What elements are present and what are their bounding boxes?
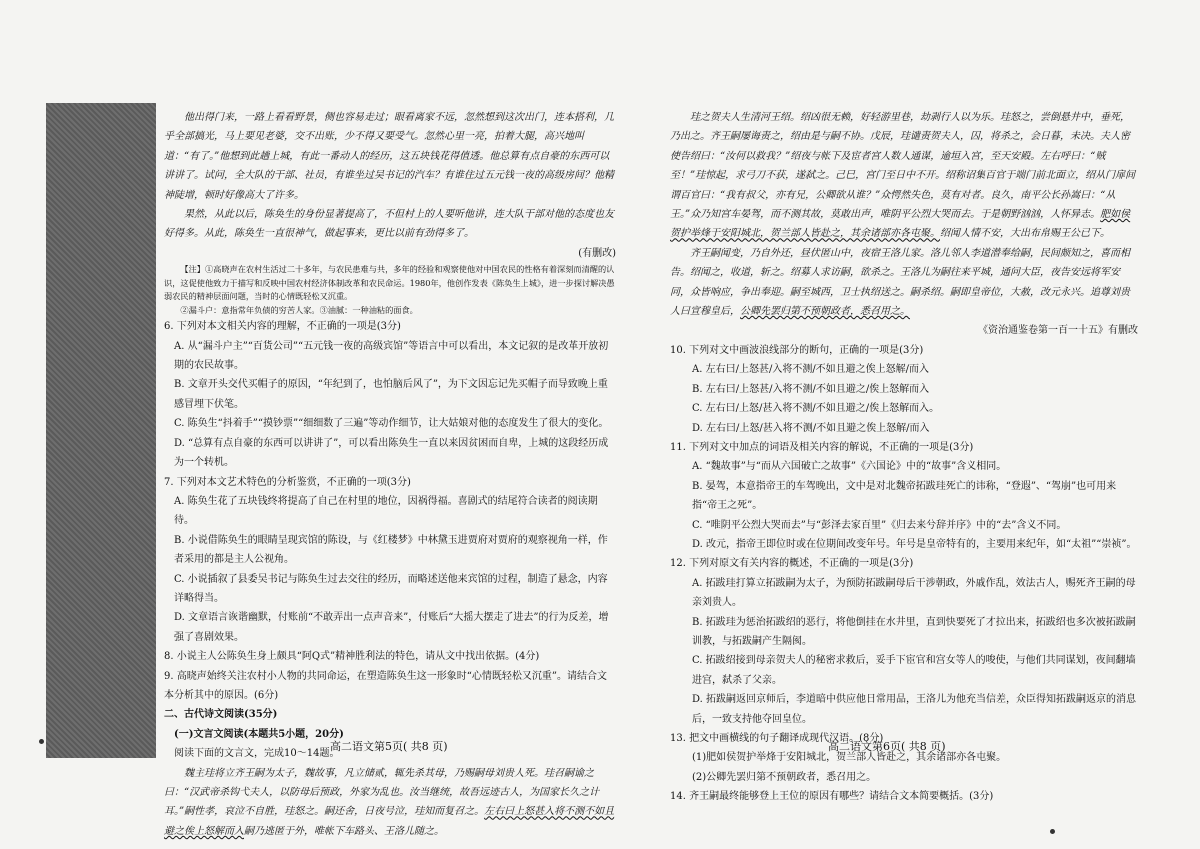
question-12-option-c: C. 拓跋绍接到母亲贺夫人的秘密求救后，妥手下宦官和宫女等人的唆使，与他们共同谋划，夜间翻墙进宫，弑杀了父亲。 — [692, 655, 1136, 686]
footnote-1: 【注】①高晓声在农村生活过二十多年，与农民患难与共，多年的经验和观察使他对中国农民的性格有着深刻而清醒的认识，这促使他致力于描写和反映中国农村经济体制改革和农民命运。1980年，他创作发表《陈奂生上城》，进一步探讨解决愚弱农民的精神层面问题，当时的心情既轻松又沉重。 — [164, 264, 615, 302]
question-12-option-a: A. 拓跋珪打算立拓跋嗣为太子，为预防拓跋嗣母后干涉朝政，外戚作乱，效法古人，赐死齐王嗣的母亲刘贵人。 — [692, 577, 1136, 609]
source-note: (有删改) — [578, 247, 616, 259]
question-7-option-b: B. 小说借陈奂生的眼睛呈现宾馆的陈设，与《红楼梦》中林黛玉进贾府对贾府的观察视角一样，作者采用的都是主人公视角。 — [174, 534, 608, 566]
question-9: 9. 高晓声始终关注农村小人物的共同命运，在塑造陈奂生这一形象时“心情既轻松又沉重”。请结合文本分析其中的原因。(6分) — [164, 670, 607, 701]
question-7-option-d: D. 文章语言诙谐幽默，付账前“不敢弄出一点声音来”，付账后“大摇大摆走了进去”的行为反差，增强了喜剧效果。 — [174, 612, 609, 643]
source-note: 《资治通鉴卷第一百一十五》有删改 — [978, 325, 1138, 337]
question-7-option-c: C. 小说插叙了县委吴书记与陈奂生过去交往的经历，而略述送他来宾馆的过程，制造了悬念，内容详略得当。 — [174, 573, 608, 604]
question-10-option-c: C. 左右曰/上怒/甚入将不测/不如且避之/俟上怒解而入。 — [692, 403, 940, 415]
page-footer-right: 高二语文第6页( 共8 页) — [828, 740, 946, 753]
question-10: 10. 下列对文中画波浪线部分的断句，正确的一项是(3分) — [670, 344, 924, 356]
question-12-option-b: B. 拓跋珪为惩治拓跋绍的恶行，将他倒挂在水井里，直到快要死了才拉出来，拓跋绍也多次被拓跋嗣训教，与拓跋嗣产生隔阂。 — [692, 616, 1136, 647]
question-6-option-d: D. “总算有点自豪的东西可以讲讲了”，可以看出陈奂生一直以来因贫困而自卑，上城的这段经历成为一个转机。 — [174, 437, 609, 469]
classical-text-1 — [164, 764, 616, 842]
question-11-option-c: C. “唯阴平公烈大哭而去”与“彭泽去家百里”《归去来兮辞并序》中的“去”含义不同。 — [692, 519, 1067, 531]
question-10-option-b: B. 左右曰/上怒甚/入将不测/不如且避之/俟上怒解而入 — [692, 383, 930, 395]
footnote-2: ②漏斗户：意指常年负债的穷苦人家。③油腻：一种油粘的面食。 — [180, 304, 418, 315]
right-page — [670, 108, 1138, 807]
classical-text-1-body: 魏主珪将立齐王嗣为太子，魏故事，凡立储贰，辄先杀其母，乃赐嗣母刘贵人死。珪召嗣谕之曰：“汉武帝杀钩弋夫人，以防母后预政，外家为乱也。汝当继统，故吾远迹古人，为国家长久之计耳。”嗣性孝，哀泣不自胜，珪怒之。嗣还舍，日夜号泣，珪知而复召之。 — [164, 767, 600, 818]
scan-speck — [39, 739, 44, 744]
reading-instruction: 阅读下面的文言文，完成10～14题。 — [174, 748, 340, 760]
classical-text-1-tail: 嗣乃逃匿于外，唯帐下车路头、王洛儿随之。 — [244, 825, 444, 837]
question-10-option-a: A. 左右曰/上怒甚/入将不测/不如且避之俟上怒解/而入 — [692, 364, 930, 376]
question-13-item-2: (2)公卿先罢归第不预朝政者，悉召用之。 — [692, 771, 877, 783]
question-13-item-1: (1)肥如侯贺护举烽于安阳城北，贺兰部人皆赴之，其余诸部亦各屯聚。 — [692, 752, 1007, 764]
classical-text-2 — [670, 108, 1138, 244]
subsection-heading: (一)文言文阅读(本题共5小题，20分) — [174, 728, 344, 740]
question-6-option-c: C. 陈奂生“抖着手”“摸钞票”“细细数了三遍”等动作细节，让大姑娘对他的态度发生了很大的变化。 — [174, 418, 609, 430]
story-paragraph-2: 果然，从此以后，陈奂生的身份显著提高了，不但村上的人要听他讲，连大队干部对他的态度也友好得多。从此，陈奂生一直很神气，做起事来，更比以前有劲得多了。 — [164, 209, 614, 240]
question-13: 13. 把文中画横线的句子翻译成现代汉语。(8分) — [670, 733, 884, 744]
page-footer-left: 高二语文第5页( 共8 页) — [330, 740, 448, 753]
question-8: 8. 小说主人公陈奂生身上颇具“阿Q式”精神胜利法的特色，请从文中找出依据。(4分) — [164, 651, 540, 663]
classical-text-2-tail: 绍闻人情不安，大出布帛赐王公已下。 — [940, 228, 1110, 240]
left-page — [164, 108, 616, 841]
question-11-option-d: D. 改元，指帝王即位时或在位期间改变年号。年号是皇帝特有的，主要用来纪年，如“太祖”“崇祯”。 — [692, 538, 1137, 550]
question-6-option-b: B. 文章开头交代买帽子的原因，“年纪到了，也怕脑后风了”，为下文因忘记先买帽子而导致晚上重感冒埋下伏笔。 — [174, 379, 608, 410]
section-heading: 二、古代诗文阅读(35分) — [164, 709, 278, 721]
classical-text-3 — [670, 244, 1138, 322]
wavy-underlined-sentence: 左右曰上怒甚入将不测不如且避之俟上怒解而入 — [164, 806, 615, 837]
question-12-option-d: D. 拓跋嗣返回京师后，李道暗中供应他日常用品，王洛儿为他充当信差，众臣得知拓跋嗣返京的消息后，一致支持他夺回皇位。 — [692, 694, 1137, 725]
question-6: 6. 下列对本文相关内容的理解，不正确的一项是(3分) — [164, 321, 401, 333]
classical-text-3-body: 齐王嗣闻变，乃自外还，昼伏匿山中，夜宿王洛儿家。洛儿邻人李道潜奉给嗣，民间颇知之，喜而相告。绍闻之，收道，斩之。绍募人求访嗣，欲杀之。王洛儿为嗣往来平城，通问大臣，夜告安远将军安同，众皆响应，争出奉迎。嗣至城西，卫士执绍送之。嗣杀绍。嗣即皇帝位，大赦，改元永兴。追尊刘贵人曰宣穆皇后， — [670, 247, 1130, 318]
scan-shadow-band — [46, 103, 156, 758]
question-11: 11. 下列对文中加点的词语及相关内容的解说，不正确的一项是(3分) — [670, 441, 974, 453]
question-12: 12. 下列对原文有关内容的概述，不正确的一项是(3分) — [670, 558, 914, 570]
question-11-option-b: B. 晏驾，本意指帝王的车驾晚出，文中是对北魏帝拓跋珪死亡的讳称，“登遐”、“驾崩”也可用来指“帝王之死”。 — [692, 480, 1117, 512]
question-11-option-a: A. “魏故事”与“而从六国破亡之故事”《六国论》中的“故事”含义相同。 — [692, 461, 1007, 473]
question-7: 7. 下列对本文艺术特色的分析鉴赏，不正确的一项(3分) — [164, 476, 411, 488]
underlined-sentence-1: 肥如侯贺护举烽于安阳城北，贺兰部人皆赴之，其余诸部亦各屯聚。 — [670, 209, 1131, 240]
underlined-sentence-2: 公卿先罢归第不预朝政者，悉召用之。 — [740, 306, 910, 318]
question-10-option-d: D. 左右曰/上怒/甚入将不测/不如且避之俟上怒解/而入 — [692, 422, 930, 434]
scan-speck — [1050, 829, 1055, 834]
classical-text-2-body: 珪之贺夫人生清河王绍。绍凶很无赖，好轻游里巷，劫剥行人以为乐。珪怒之，尝倒悬井中，垂死，乃出之。齐王嗣屡诲责之，绍由是与嗣不协。戊辰，珪谴责贺夫人，囚，将杀之，会日暮，未决。夫人密使告绍曰：“汝何以救我？”绍夜与帐下及宦者宫人数人通谋，逾垣入宫，至天安殿。左右呼曰：“贼至！”珪惊起，求弓刀不获，遂弑之。己巳，宫门至日中不开。绍称诏集百官于端门前北面立，绍从门扉间谓百官曰：“我有叔父，亦有兄，公卿欲从谁？”众愕然失色，莫有对者。良久，南平公长孙嵩曰：“从王。”众乃知宫车晏驾，而不测其故，莫敢出声，唯阴平公烈大哭而去。于是朝野汹汹，人怀异志。 — [670, 112, 1136, 221]
story-paragraph-1: 他出得门来，一路上看看野景，侧也容易走过；眼看离家不远，忽然想到这次出门，连本搭利，几乎全部搞光，马上要见老婆，交不出账，少不得又要受气。忽然心里一亮，拍着大腿，高兴地叫道：“有了。”他想到此趟上城，有此一番动人的经历，这五块钱花得值透。他总算有点自豪的东西可以讲讲了。试问，全大队的干部、社员，有谁坐过吴书记的汽车？有谁住过五元钱一夜的高级房间？他精神陡增，顿时好像高大了许多。 — [164, 112, 614, 201]
question-7-option-a: A. 陈奂生花了五块钱终将提高了自己在村里的地位，因祸得福。喜剧式的结尾符合读者的阅读期待。 — [174, 495, 598, 527]
question-14: 14. 齐王嗣最终能够登上王位的原因有哪些？请结合文本简要概括。(3分) — [670, 791, 994, 803]
question-6-option-a: A. 从“漏斗户主”“百货公司”“五元钱一夜的高级宾馆”等语言中可以看出，本文记叙的是改革开放初期的农民故事。 — [174, 340, 609, 372]
